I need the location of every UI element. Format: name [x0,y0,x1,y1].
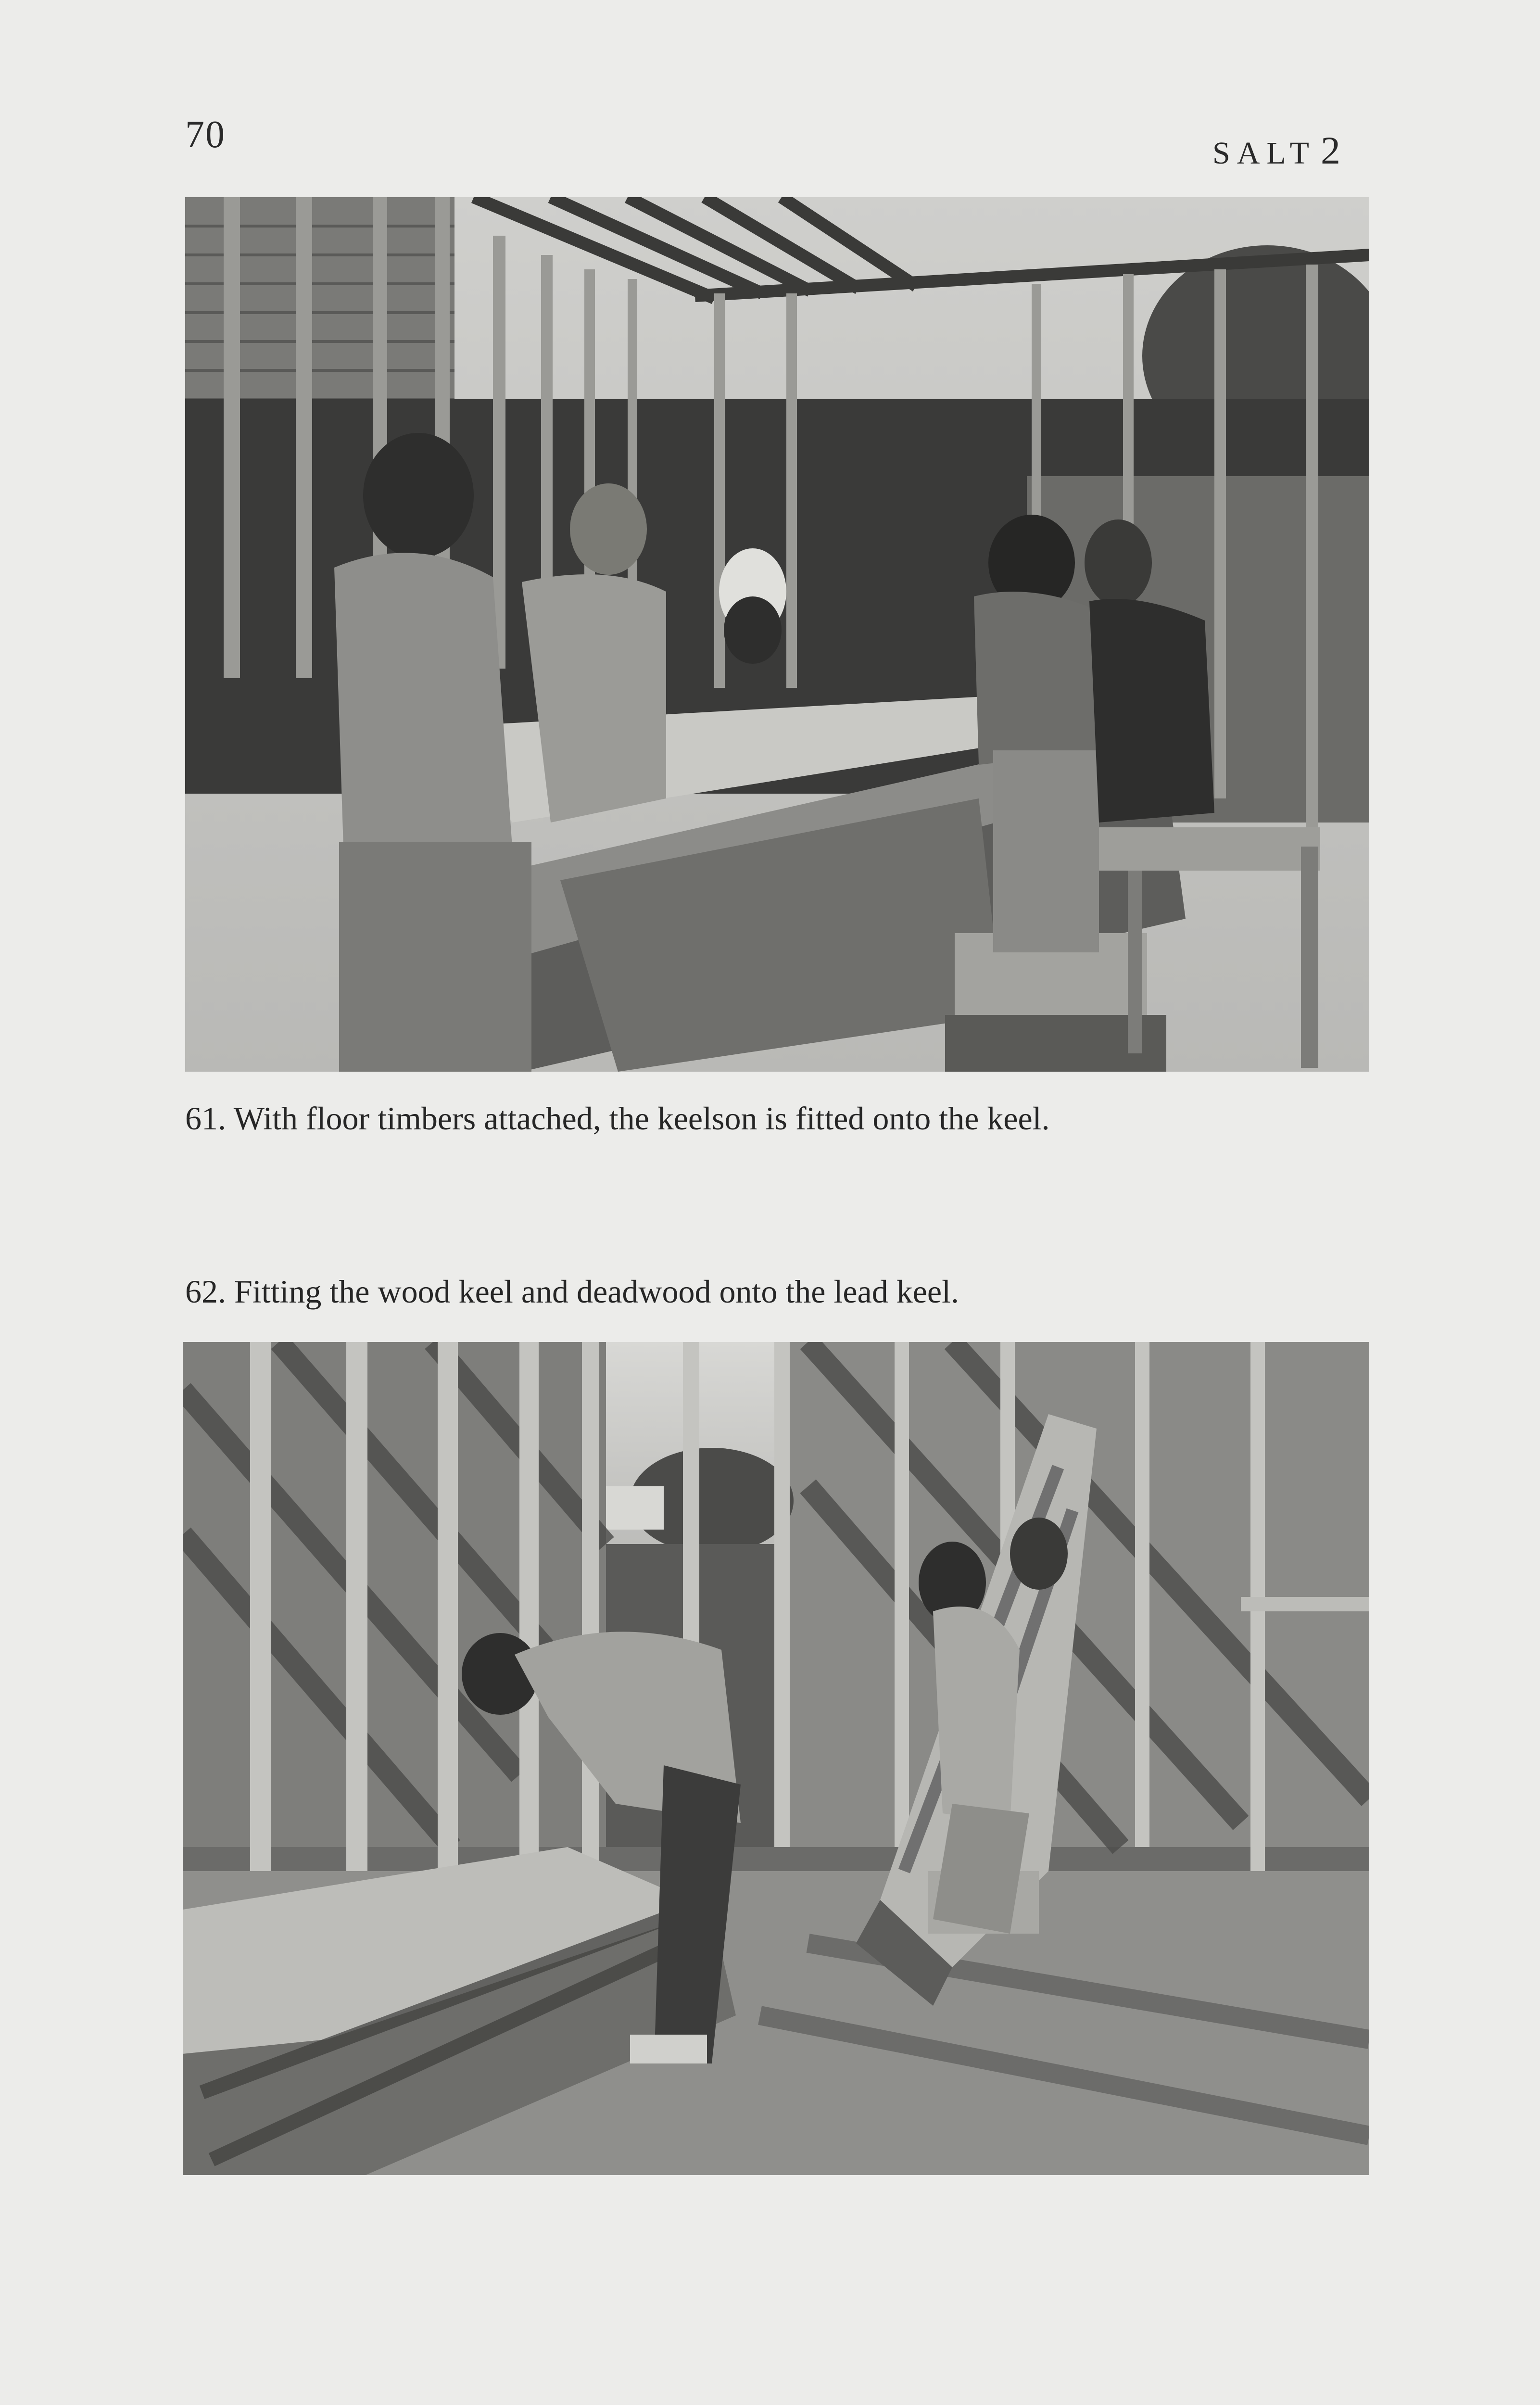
running-head [1212,128,1340,172]
figure-caption-61: 61. With floor timbers attached, the keelson is fitted onto the keel. [185,1100,1050,1137]
page-number: 70 [185,114,226,156]
running-head-volume: 2 [1321,128,1340,172]
figure-photo-61 [185,197,1369,1072]
photo-61-image [185,197,1369,1072]
running-head-title: SALT [1212,136,1316,171]
photo-62-image [183,1342,1369,2175]
figure-caption-62: 62. Fitting the wood keel and deadwood onto the lead keel. [185,1273,959,1310]
figure-photo-62 [183,1342,1369,2175]
